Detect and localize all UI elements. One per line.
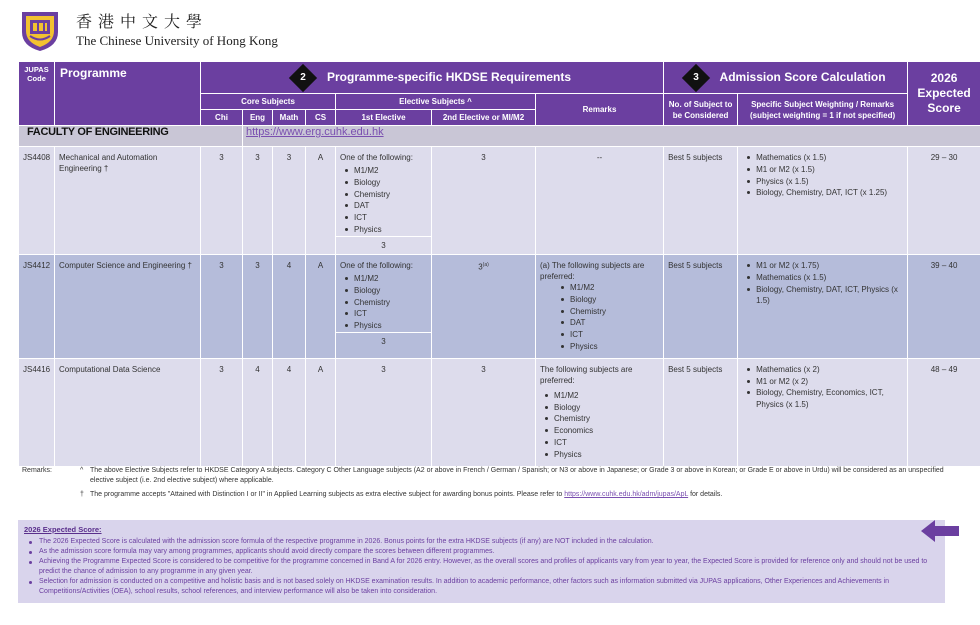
list-item: M1/M2 <box>556 282 659 294</box>
programme-code: JS4408 <box>19 147 55 255</box>
first-elective-cell: 3 <box>336 358 432 466</box>
list-item: Biology, Chemistry, Economics, ICT, Physics (x 1.5) <box>742 387 903 411</box>
header-jupas-code: JUPAS Code <box>19 62 55 126</box>
list-item: ICT <box>340 212 427 224</box>
programme-name: Computational Data Science <box>55 358 201 466</box>
faculty-website-link[interactable]: https://www.erg.cuhk.edu.hk <box>246 126 384 138</box>
programme-code: JS4412 <box>19 255 55 359</box>
list-item: Biology <box>340 285 427 297</box>
list-item: Biology, Chemistry, DAT, ICT (x 1.25) <box>742 187 903 199</box>
expected-score: 39 – 40 <box>908 255 980 359</box>
remarks-intro: (a) The following subjects are preferred: <box>540 261 645 281</box>
expected-score-title: 2026 Expected Score: <box>24 525 102 534</box>
list-item: Physics <box>540 449 659 461</box>
second-elective: 3 <box>432 358 536 466</box>
list-item: Mathematics (x 2) <box>742 364 903 376</box>
programme-name: Computer Science and Engineering † <box>55 255 201 359</box>
section-3-badge: 3 <box>681 63 709 91</box>
remarks-intro: The following subjects are preferred: <box>540 364 633 385</box>
list-item: ICT <box>540 437 659 449</box>
weighting-cell <box>738 358 908 466</box>
header-weighting: Specific Subject Weighting / Remarks (subject weighting = 1 if not specified) <box>738 94 908 126</box>
second-elective: 3 <box>432 147 536 255</box>
table-row <box>19 358 980 466</box>
table-row <box>19 255 980 359</box>
first-elective-intro: One of the following: <box>340 261 413 270</box>
list-item: ICT <box>556 329 659 341</box>
list-item: The 2026 Expected Score is calculated with the admission score formula of the respective programme in 2026. Bonus points for the extra HKDSE subjects (if any) are NOT included in the calculation. <box>24 537 939 547</box>
expected-score-notes <box>18 520 945 603</box>
core-cs: A <box>306 358 336 466</box>
list-item: Mathematics (x 1.5) <box>742 272 903 284</box>
list-item: Physics (x 1.5) <box>742 176 903 188</box>
list-item: DAT <box>556 317 659 329</box>
cuhk-crest-logo <box>18 10 62 52</box>
remarks-cell <box>536 255 664 359</box>
num-subjects: Best 5 subjects <box>664 147 738 255</box>
core-math: 3 <box>273 147 306 255</box>
list-item: Achieving the Programme Expected Score is considered to be competitive for the programme concerned in Band A for 2026 entry. However, as the overall scores and profiles of applicants vary from year to year, the Expected Score is provided for reference only and should not be used to predict the chance of admission to any programme in any given year. <box>24 557 939 577</box>
list-item: Mathematics (x 1.5) <box>742 152 903 164</box>
faculty-row <box>19 126 980 147</box>
core-chi: 3 <box>201 358 243 466</box>
second-elective: 3$^{(a)}$ <box>432 255 536 359</box>
header-eng: Eng <box>243 110 273 126</box>
faculty-name: FACULTY OF ENGINEERING <box>19 126 243 147</box>
first-elective-intro: One of the following: <box>340 153 413 162</box>
list-item: Physics <box>556 341 659 353</box>
university-name-english: The Chinese University of Hong Kong <box>76 32 278 48</box>
back-arrow-icon[interactable] <box>919 517 961 545</box>
core-cs: A <box>306 147 336 255</box>
apl-link[interactable]: https://www.cuhk.edu.hk/adm/jupas/ApL <box>564 491 689 498</box>
remarks-cell: -- <box>536 147 664 255</box>
section-2-title: Programme-specific HKDSE Requirements <box>326 69 572 84</box>
list-item: Chemistry <box>556 306 659 318</box>
core-chi: 3 <box>201 255 243 359</box>
list-item: Biology <box>340 177 427 189</box>
expected-score: 29 – 30 <box>908 147 980 255</box>
remarks-cell <box>536 358 664 466</box>
first-elective-list <box>336 165 431 236</box>
list-item: Biology, Chemistry, DAT, ICT, Physics (x 1.5) <box>742 284 903 308</box>
list-item: M1 or M2 (x 2) <box>742 376 903 388</box>
header-second-elective: 2nd Elective or MI/M2 <box>432 110 536 126</box>
remarks-label: Remarks: <box>22 467 52 474</box>
list-item: M1/M2 <box>340 273 427 285</box>
university-header <box>18 8 278 53</box>
header-no-of-subject: No. of Subject to be Considered <box>664 94 738 126</box>
header-remarks: Remarks <box>536 94 664 126</box>
header-section-2 <box>201 62 664 94</box>
core-eng: 3 <box>243 147 273 255</box>
second-elective-note: (a) <box>482 262 489 268</box>
list-item: Chemistry <box>340 189 427 201</box>
first-elective-level: 3 <box>336 332 431 349</box>
core-chi: 3 <box>201 147 243 255</box>
list-item: Physics <box>340 320 427 332</box>
list-item: Physics <box>340 224 427 236</box>
caret-remark: The above Elective Subjects refer to HKDSE Category A subjects. Category C Other Language subjects (A2 or above in French / German / Spanish; or N3 or above in Japanese; or Grade 3 or above in Korean; or Grade E or above in Urdu) will be considered as an unspecified elective subject (i.e. 2nd elective subject) where applicable. <box>90 467 944 484</box>
list-item: Biology <box>556 294 659 306</box>
core-math: 4 <box>273 255 306 359</box>
header-core-subjects: Core Subjects <box>201 94 336 110</box>
first-elective-list <box>336 273 431 332</box>
header-chi: Chi <box>201 110 243 126</box>
admission-table <box>18 61 980 467</box>
header-math: Math <box>273 110 306 126</box>
list-item: DAT <box>340 200 427 212</box>
header-expected-score: 2026 Expected Score <box>908 62 980 126</box>
expected-score: 48 – 49 <box>908 358 980 466</box>
num-subjects: Best 5 subjects <box>664 255 738 359</box>
list-item: Chemistry <box>540 413 659 425</box>
list-item: Biology <box>540 402 659 414</box>
dagger-symbol: † <box>80 491 84 498</box>
list-item: Chemistry <box>340 297 427 309</box>
list-item: Economics <box>540 425 659 437</box>
weighting-cell <box>738 255 908 359</box>
header-section-3 <box>664 62 908 94</box>
first-elective-cell <box>336 255 432 359</box>
dagger-remark: The programme accepts "Attained with Distinction I or II" in Applied Learning subjects as extra elective subject for awarding bonus points. Please refer to https://www.cuhk.edu.hk/adm/jupas/ApL for details. <box>90 491 723 498</box>
header-first-elective: 1st Elective <box>336 110 432 126</box>
caret-symbol: ^ <box>80 467 84 474</box>
num-subjects: Best 5 subjects <box>664 358 738 466</box>
first-elective-cell <box>336 147 432 255</box>
core-eng: 3 <box>243 255 273 359</box>
list-item: M1 or M2 (x 1.5) <box>742 164 903 176</box>
table-row <box>19 147 980 255</box>
list-item: M1/M2 <box>540 390 659 402</box>
header-elective-subjects: Elective Subjects ^ <box>336 94 536 110</box>
core-eng: 4 <box>243 358 273 466</box>
first-elective-level: 3 <box>336 236 431 253</box>
weighting-cell <box>738 147 908 255</box>
core-math: 4 <box>273 358 306 466</box>
list-item: Selection for admission is conducted on a competitive and holistic basis and is not based solely on HKDSE examination results. In addition to academic performance, other factors such as information submitted via JUPAS applications, Other Experiences and Achievements in Competitions/Activities (OEA), school results, school references, and interview performance will also be taken into consideration. <box>24 577 939 597</box>
remarks-section <box>22 466 962 500</box>
university-name-chinese: 香港中文大學 <box>76 11 209 31</box>
list-item: M1 or M2 (x 1.75) <box>742 260 903 272</box>
programme-code: JS4416 <box>19 358 55 466</box>
header-cs: CS <box>306 110 336 126</box>
header-programme: Programme <box>55 62 201 126</box>
section-3-title: Admission Score Calculation <box>719 69 886 84</box>
core-cs: A <box>306 255 336 359</box>
programme-name: Mechanical and Automation Engineering † <box>55 147 201 255</box>
list-item: ICT <box>340 308 427 320</box>
list-item: M1/M2 <box>340 165 427 177</box>
list-item: As the admission score formula may vary among programmes, applicants should avoid directly compare the scores between different programmes. <box>24 547 939 557</box>
section-2-badge: 2 <box>289 63 317 91</box>
